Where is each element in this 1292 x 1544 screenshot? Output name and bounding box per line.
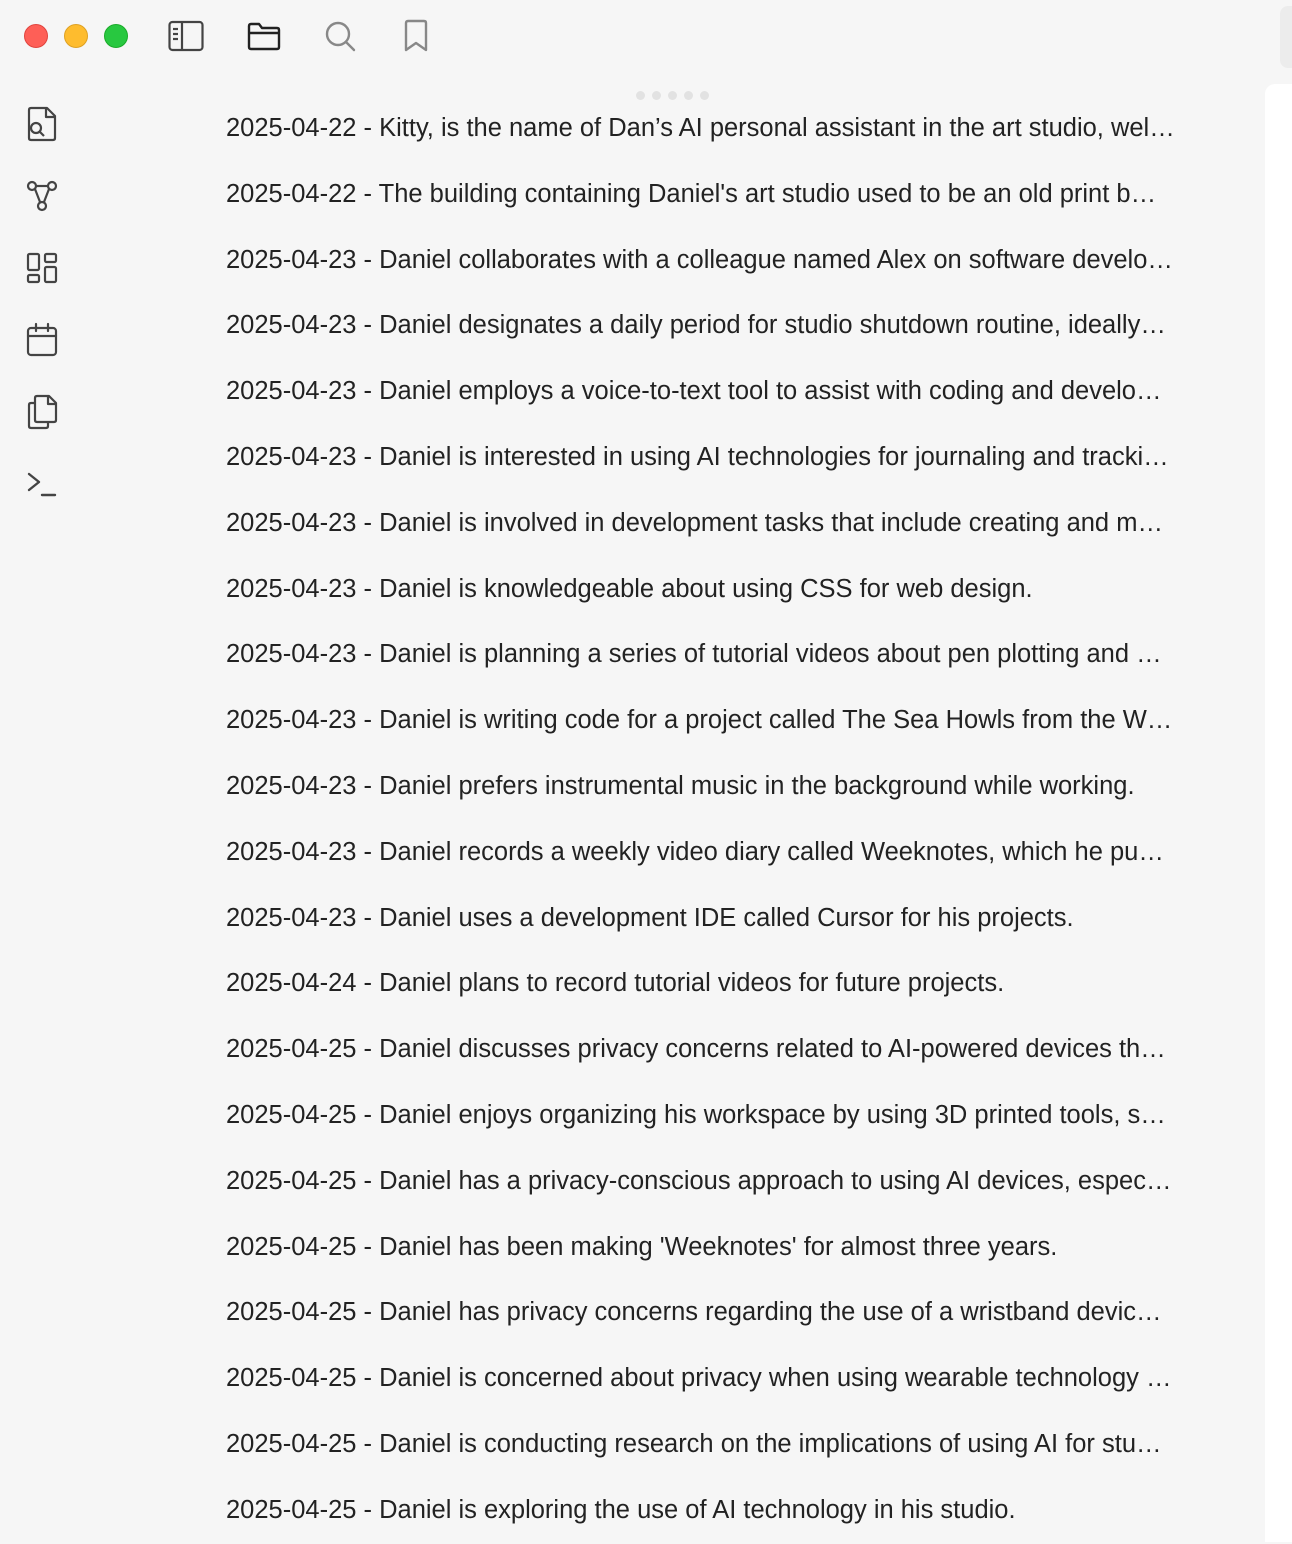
sidebar-toggle-button[interactable]	[168, 18, 204, 54]
file-list-item[interactable]: 2025-04-23 - Daniel is writing code for a project called The Sea Howls from the W…	[226, 706, 1173, 735]
file-list-item[interactable]: 2025-04-25 - Daniel discusses privacy concerns related to AI-powered devices th…	[226, 1035, 1166, 1064]
ribbon-daily-note[interactable]	[22, 320, 62, 360]
file-explorer-button[interactable]	[246, 18, 282, 54]
file-list-item[interactable]: 2025-04-25 - Daniel is concerned about privacy when using wearable technology …	[226, 1364, 1172, 1393]
ribbon-graph-view[interactable]	[22, 176, 62, 216]
graph-icon	[25, 179, 59, 213]
file-list-item[interactable]: 2025-04-23 - Daniel designates a daily period for studio shutdown routine, ideally…	[226, 311, 1166, 340]
file-list-item[interactable]: 2025-04-23 - Daniel collaborates with a colleague named Alex on software develo…	[226, 245, 1173, 274]
file-list-item[interactable]: 2025-04-25 - Daniel enjoys organizing his workspace by using 3D printed tools, s…	[226, 1100, 1166, 1129]
ribbon-command-palette[interactable]	[22, 464, 62, 504]
file-list-item[interactable]: 2025-04-23 - Daniel is knowledgeable about using CSS for web design.	[226, 574, 1033, 603]
folder-icon	[247, 21, 281, 51]
file-list-item[interactable]: 2025-04-25 - Daniel has a privacy-conscious approach to using AI devices, espec…	[226, 1166, 1172, 1195]
file-list-item[interactable]: 2025-04-25 - Daniel has privacy concerns regarding the use of a wristband devic…	[226, 1298, 1162, 1327]
search-button[interactable]	[322, 18, 358, 54]
file-list-item[interactable]: 2025-04-22 - The building containing Daniel's art studio used to be an old print b…	[226, 179, 1157, 208]
bookmarks-button[interactable]	[398, 18, 434, 54]
ribbon-canvas[interactable]	[22, 248, 62, 288]
copy-icon	[25, 394, 59, 430]
window-minimize-button[interactable]	[64, 24, 88, 48]
editor-pane-edge	[1265, 84, 1292, 1542]
file-list-item[interactable]: 2025-04-24 - Daniel plans to record tutorial videos for future projects.	[226, 969, 1005, 998]
file-list-item[interactable]: 2025-04-22 - Kitty, is the name of Dan’s AI personal assistant in the art studio, wel…	[226, 114, 1175, 142]
sidebar-toggle-icon	[168, 20, 204, 52]
file-list-item[interactable]: 2025-04-25 - Daniel is conducting research on the implications of using AI for stu…	[226, 1429, 1162, 1458]
file-list-item[interactable]: 2025-04-25 - Daniel has been making 'Weeknotes' for almost three years.	[226, 1232, 1058, 1261]
ribbon-templates[interactable]	[22, 392, 62, 432]
ribbon-quick-switcher[interactable]	[22, 104, 62, 144]
calendar-icon	[25, 322, 59, 358]
search-icon	[323, 19, 357, 53]
terminal-icon	[25, 469, 59, 499]
file-list-item[interactable]: 2025-04-25 - Daniel is exploring the use of AI technology in his studio.	[226, 1495, 1016, 1524]
file-list-item[interactable]: 2025-04-23 - Daniel records a weekly video diary called Weeknotes, which he pu…	[226, 837, 1164, 866]
file-list-item[interactable]: 2025-04-23 - Daniel is interested in using AI technologies for journaling and tracki…	[226, 442, 1169, 471]
window-close-button[interactable]	[24, 24, 48, 48]
window-maximize-button[interactable]	[104, 24, 128, 48]
bookmark-icon	[402, 19, 430, 53]
dashboard-icon	[25, 251, 59, 285]
title-bar	[0, 0, 1292, 72]
file-list	[226, 96, 1216, 1544]
file-list-item[interactable]: 2025-04-23 - Daniel prefers instrumental music in the background while working.	[226, 771, 1135, 800]
file-list-item[interactable]: 2025-04-23 - Daniel employs a voice-to-text tool to assist with coding and develo…	[226, 377, 1162, 406]
file-list-item[interactable]: 2025-04-23 - Daniel uses a development IDE called Cursor for his projects.	[226, 903, 1074, 932]
file-list-item[interactable]: 2025-04-23 - Daniel is planning a series of tutorial videos about pen plotting and …	[226, 640, 1162, 669]
file-search-icon	[25, 106, 59, 142]
file-list-item[interactable]: 2025-04-23 - Daniel is involved in development tasks that include creating and m…	[226, 508, 1163, 537]
right-sidebar-edge[interactable]	[1280, 6, 1292, 68]
